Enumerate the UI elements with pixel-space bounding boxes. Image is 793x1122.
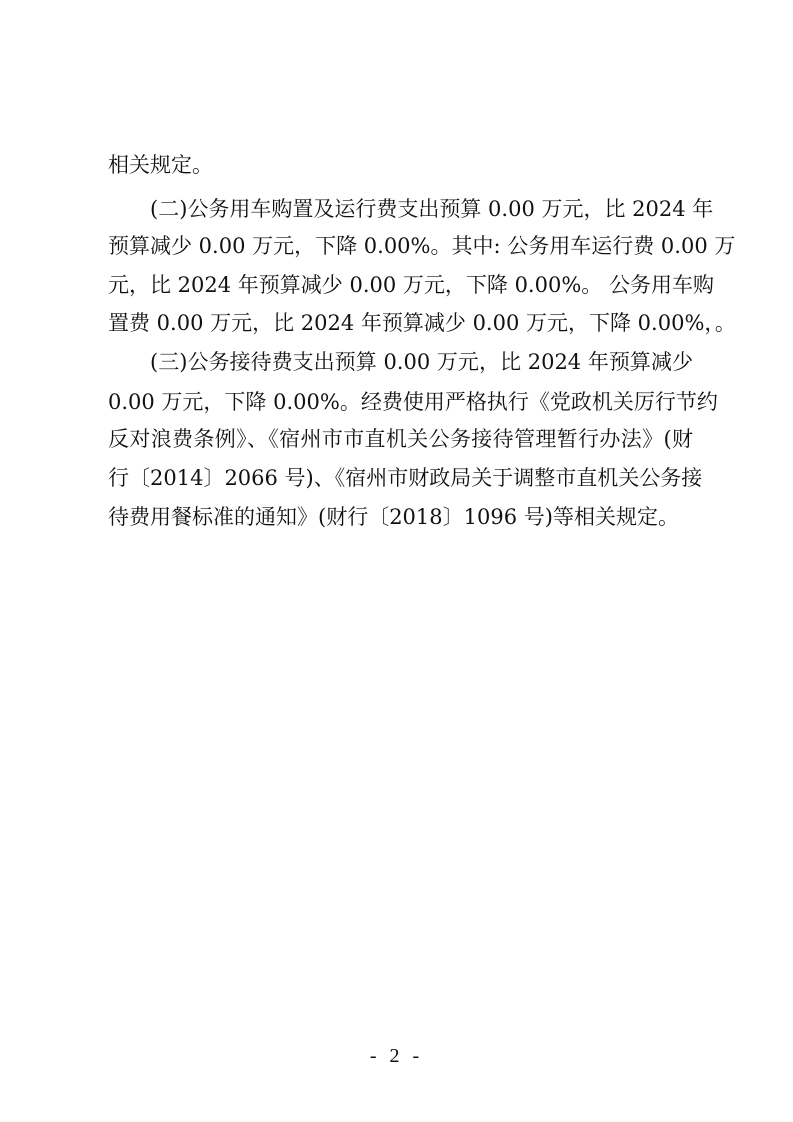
paragraph-0-line-1: 相关规定。 xyxy=(108,153,213,177)
paragraph-1-line-3: 元，比 2024 年预算减少 0.00 万元，下降 0.00%。 公务用车购 xyxy=(108,273,714,297)
paragraph-2-line-2: 0.00 万元，下降 0.00%。经费使用严格执行《党政机关厉行节约 xyxy=(108,390,718,414)
paragraph-2-line-3: 反对浪费条例》、《宿州市市直机关公务接待管理暂行办法》(财 xyxy=(108,427,693,451)
page-number: - 2 - xyxy=(369,1045,424,1067)
paragraph-1-line-4: 置费 0.00 万元，比 2024 年预算减少 0.00 万元，下降 0.00%，。 xyxy=(108,311,736,335)
paragraph-1-line-1: (二)公务用车购置及运行费支出预算 0.00 万元，比 2024 年 xyxy=(150,197,714,221)
paragraph-2-line-5: 待费用餐标准的通知》(财行〔2018〕1096 号)等相关规定。 xyxy=(108,505,679,529)
paragraph-2-line-4: 行〔2014〕2066 号)、《宿州市财政局关于调整市直机关公务接 xyxy=(108,466,703,490)
paragraph-2-line-1: (三)公务接待费支出预算 0.00 万元，比 2024 年预算减少 xyxy=(150,350,693,374)
paragraph-1-line-2: 预算减少 0.00 万元，下降 0.00%。其中: 公务用车运行费 0.00 万 xyxy=(108,234,736,258)
